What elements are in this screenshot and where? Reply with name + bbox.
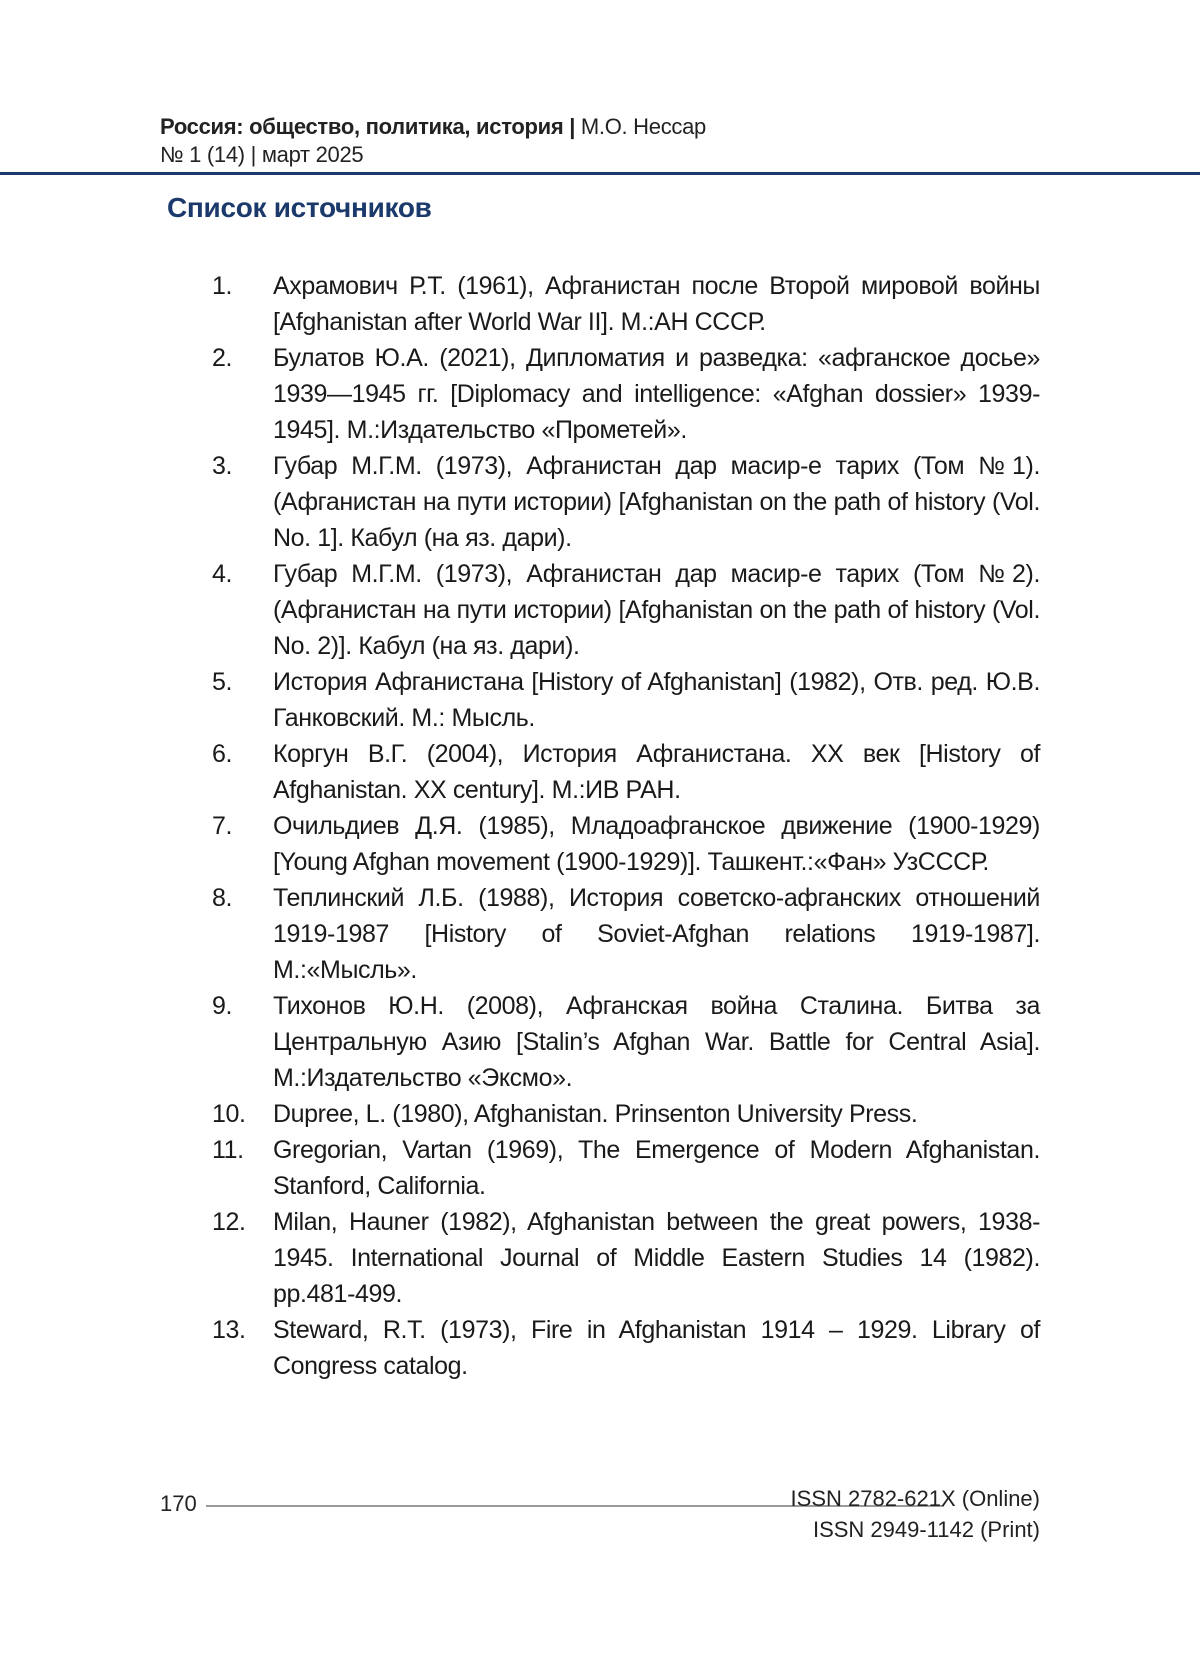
header-rule [0,172,1200,175]
reference-text: Milan, Hauner (1982), Afghanistan between the great powers, 1938-1945. International Journal of Middle Eastern Studies 14 (1982). pp.481-499. [273,1204,1040,1312]
journal-line [160,113,706,141]
reference-number: 8. [212,880,232,916]
reference-number: 7. [212,808,232,844]
reference-item [212,988,1040,1096]
reference-text: Губар М.Г.М. (1973), Афганистан дар масир-е тарих (Том №2). (Афганистан на пути истории) [Afghanistan on the path of history (Vol. No. 2)]. Кабул (на яз. дари). [273,556,1040,664]
reference-number: 3. [212,448,232,484]
reference-item [212,664,1040,736]
reference-item [212,1096,1040,1132]
reference-number: 2. [212,340,232,376]
reference-text: Gregorian, Vartan (1969), The Emergence of Modern Afghanistan. Stanford, California. [273,1132,1040,1204]
reference-text: Очильдиев Д.Я. (1985), Младоафганское движение (1900-1929) [Young Afghan movement (1900-1929)]. Ташкент.:«Фан» УзССCР. [273,808,1040,880]
reference-text: История Афганистана [History of Afghanistan] (1982), Отв. ред. Ю.В. Ганковский. М.: Мысль. [273,664,1040,736]
reference-number: 9. [212,988,232,1024]
reference-text: Тихонов Ю.Н. (2008), Афганская война Сталина. Битва за Центральную Азию [Stalin’s Afghan War. Battle for Central Asia]. М.:Издательство «Эксмо». [273,988,1040,1096]
reference-item [212,448,1040,556]
reference-item [212,556,1040,664]
issn-block [791,1483,1040,1545]
journal-title: Россия: общество, политика, история | [160,114,575,139]
reference-item [212,880,1040,988]
article-author: М.О. Нессар [575,114,706,139]
issue-info: № 1 (14) | март 2025 [160,141,706,169]
section-title: Список источников [167,192,432,224]
reference-text: Булатов Ю.А. (2021), Дипломатия и разведка: «афганское досье» 1939—1945 гг. [Diplomacy and intelligence: «Afghan dossier» 1939-1945]. М.:Издательство «Прометей». [273,340,1040,448]
reference-text: Steward, R.T. (1973), Fire in Afghanistan 1914 – 1929. Library of Congress catalog. [273,1312,1040,1384]
issn-online: ISSN 2782-621X (Online) [791,1483,1040,1514]
reference-item [212,808,1040,880]
reference-text: Губар М.Г.М. (1973), Афганистан дар масир-е тарих (Том №1). (Афганистан на пути истории) [Afghanistan on the path of history (Vol. No. 1]. Кабул (на яз. дари). [273,448,1040,556]
reference-number: 6. [212,736,232,772]
reference-list [212,268,1040,1384]
reference-number: 4. [212,556,232,592]
reference-item [212,736,1040,808]
issn-print: ISSN 2949-1142 (Print) [791,1514,1040,1545]
reference-item [212,1204,1040,1312]
reference-number: 5. [212,664,232,700]
reference-number: 1. [212,268,232,304]
reference-number: 11. [212,1132,244,1168]
reference-text: Коргун В.Г. (2004), История Афганистана. ХХ век [History of Afghanistan. XX century]. М.:ИВ РАН. [273,736,1040,808]
reference-item [212,1312,1040,1384]
page-number: 170 [160,1491,197,1517]
running-header [160,113,706,169]
reference-text: Dupree, L. (1980), Afghanistan. Prinsenton University Press. [273,1096,1040,1132]
reference-text: Теплинский Л.Б. (1988), История советско-афганских отношений 1919-1987 [History of Soviet-Afghan relations 1919-1987]. М.:«Мысль». [273,880,1040,988]
reference-number: 10. [212,1096,246,1132]
reference-text: Ахрамович Р.Т. (1961), Афганистан после Второй мировой войны [Afghanistan after World War II]. М.:АН СССР. [273,268,1040,340]
reference-item [212,340,1040,448]
reference-item [212,268,1040,340]
reference-number: 12. [212,1204,246,1240]
reference-number: 13. [212,1312,246,1348]
reference-item [212,1132,1040,1204]
page-footer [160,1483,1040,1553]
